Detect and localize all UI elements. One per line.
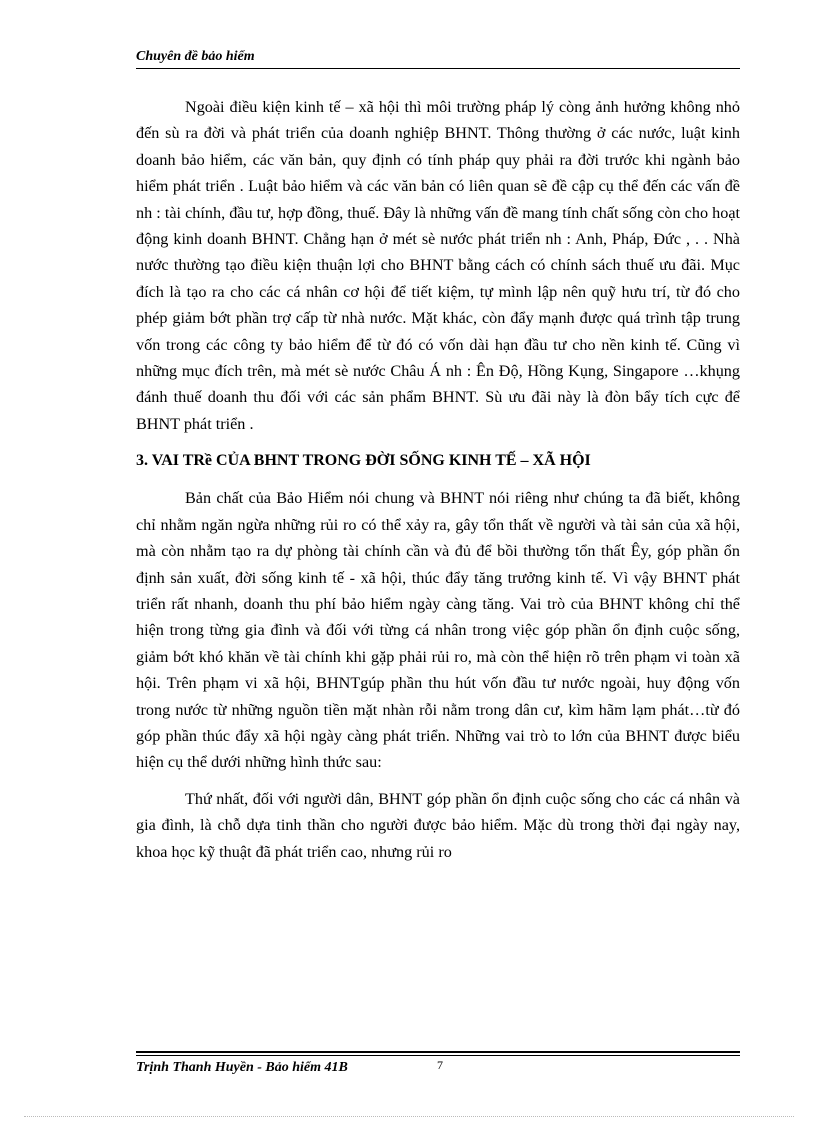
paragraph-role-overview: Bản chất của Bảo Hiểm nói chung và BHNT nói riêng như chúng ta đã biết, không chỉ nhằm ngăn ngừa những rủi ro có thể xảy ra, gây tổn thất về người và tài sản của xã hội, mà còn nhằm tạo ra dự phòng tài chính cần và đủ để bồi thường tổn thất Êy, góp phần ổn định sản xuất, đời sống kinh tế - xã hội, thúc đẩy tăng trưởng kinh tế. Vì vậy BHNT phát triển rất nhanh, doanh thu phí bảo hiểm ngày càng tăng. Vai trò của BHNT không chỉ thể hiện trong từng gia đình và đối với từng cá nhân trong việc góp phần ổn định cuộc sống, giảm bớt khó khăn về tài chính khi gặp phải rủi ro, mà còn thể hiện rõ trên phạm vi toàn xã hội. Trên phạm vi xã hội, BHNTgúp phần thu hút vốn đầu tư nước ngoài, huy động vốn trong nước từ những nguồn tiền mặt nhàn rỗi nằm trong dân cư, kìm hãm lạm phát…từ đó góp phần thúc đẩy xã hội ngày càng phát triển. Những vai trò to lớn của BHNT được biểu hiện cụ thể dưới những hình thức sau: [136, 489, 740, 772]
footer-rule-thick [136, 1051, 740, 1053]
header-rule [136, 68, 740, 69]
footer-author: Trịnh Thanh Huyền - Bảo hiểm 41B [136, 1060, 348, 1075]
page-footer [136, 1051, 740, 1080]
header-title: Chuyên đề bảo hiểm [136, 49, 255, 64]
document-body [136, 94, 740, 865]
paragraph-legal-environment: Ngoài điều kiện kinh tế – xã hội thì môi trường pháp lý còng ảnh hưởng không nhỏ đến sù ra đời và phát triển của doanh nghiệp BHNT. Thông thường ở các nước, luật kinh doanh bảo hiểm, các văn bản, quy định có tính pháp quy phải ra đời trước khi ngành bảo hiểm phát triển . Luật bảo hiểm và các văn bản có liên quan sẽ đề cập cụ thể đến các vấn đề nh : tài chính, đầu tư, hợp đồng, thuế. Đây là những vấn đề mang tính chất sống còn cho hoạt động kinh doanh BHNT. Chẳng hạn ở mét sè nước phát triển nh : Anh, Pháp, Đức , . . Nhà nước thường tạo điều kiện thuận lợi cho BHNT bằng cách có chính sách thuế ưu đãi. Mục đích là tạo ra cho các cá nhân cơ hội để tiết kiệm, tự mình lập nên quỹ hưu trí, từ đó cho phép giảm bớt phần trợ cấp từ nhà nước. Mặt khác, còn đẩy mạnh được quá trình tập trung vốn trong các công ty bảo hiểm để từ đó có vốn dài hạn đầu tư cho nền kinh tế. Cũng vì những mục đích trên, mà mét sè nước Châu Á nh : Ên Độ, Hồng Kụng, Singapore …khụng đánh thuế doanh thu đối với các sản phẩm BHNT. Sù ưu đãi này là đòn bẩy tích cực để BHNT phát triển . [136, 98, 740, 433]
footer-rule-thin [136, 1055, 740, 1056]
paragraph-role-first: Thứ nhất, đối với người dân, BHNT góp phần ổn định cuộc sống cho các cá nhân và gia đình, là chỗ dựa tinh thần cho người được bảo hiểm. Mặc dù trong thời đại ngày nay, khoa học kỹ thuật đã phát triển cao, nhưng rủi ro [136, 789, 740, 861]
page-header [136, 48, 740, 69]
page-bottom-dotted-line [24, 1116, 794, 1117]
page-number: 7 [437, 1058, 443, 1072]
section-heading: 3. VAI TRề CỦA BHNT TRONG ĐỜI SỐNG KINH TẾ – XÃ HỘI [136, 452, 591, 470]
